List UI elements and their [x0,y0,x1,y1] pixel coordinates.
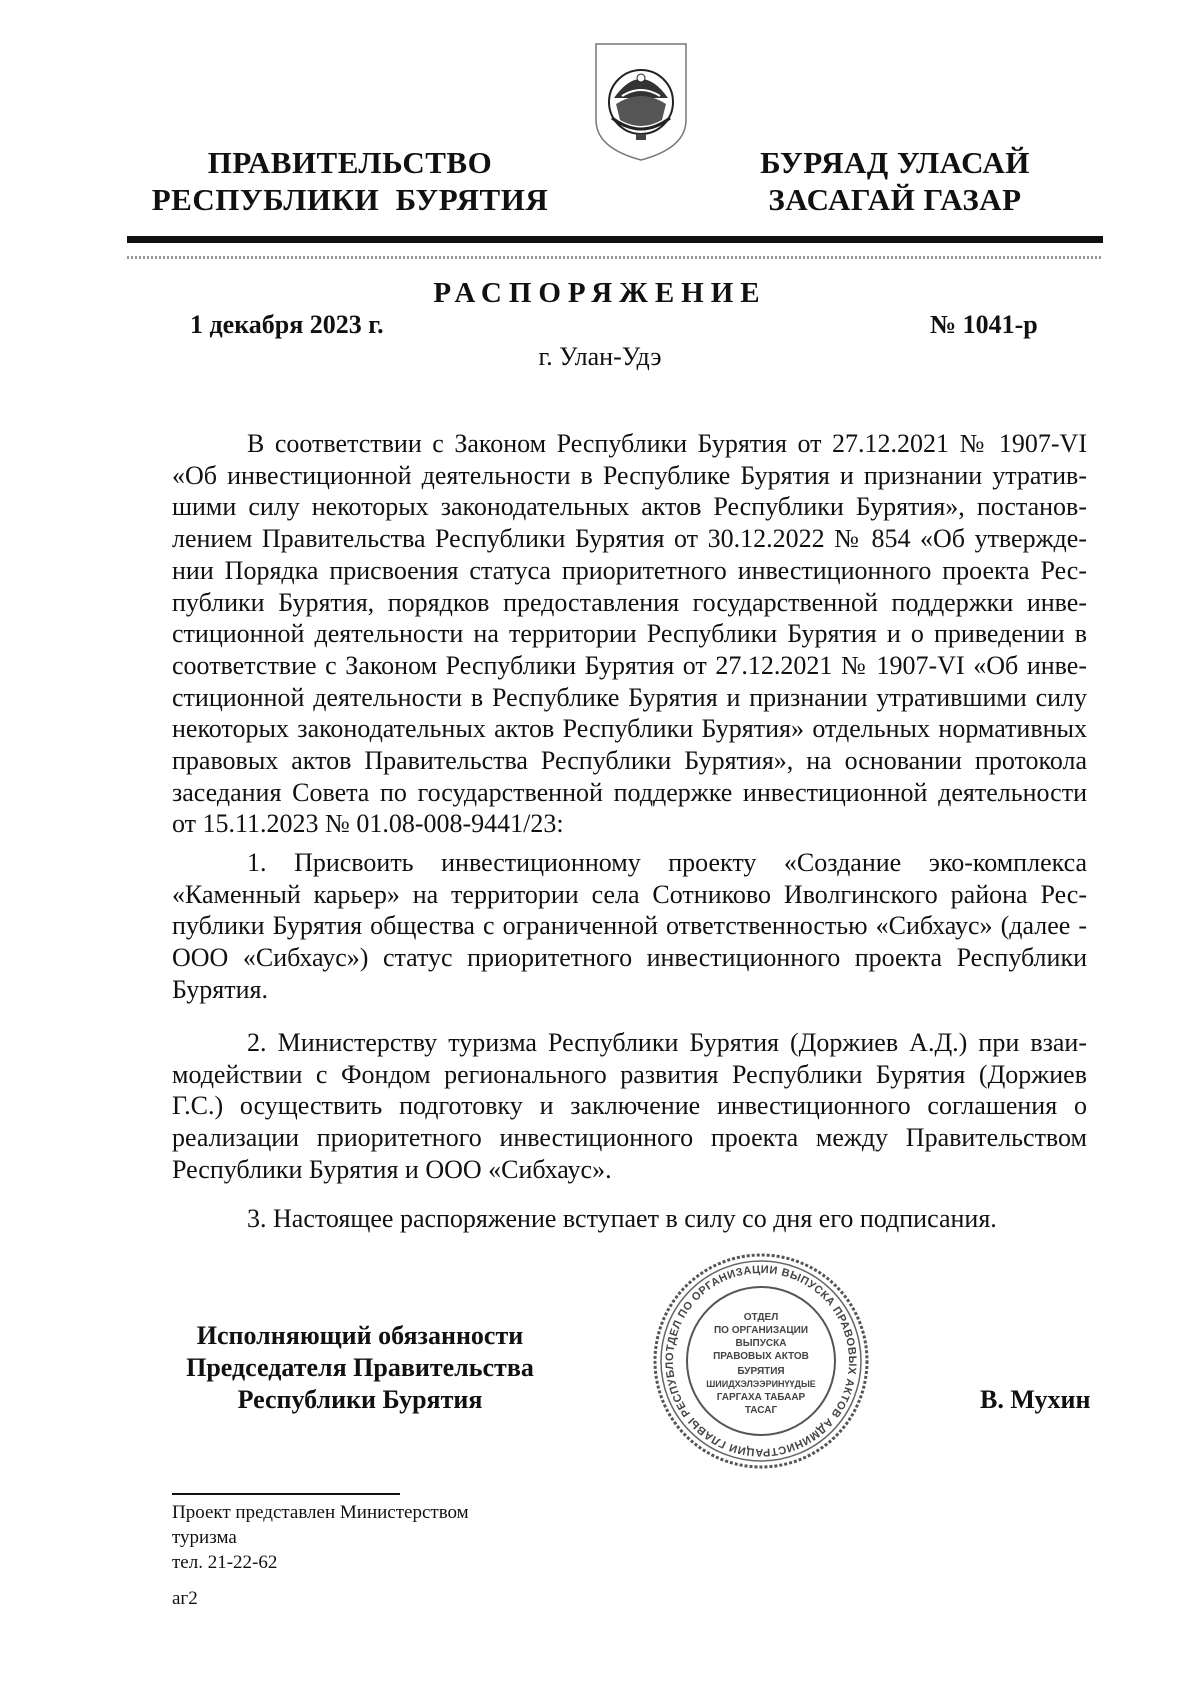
stamp-line-1: ОТДЕЛ [743,1312,779,1323]
stamp-line-8: ТАСАГ [744,1405,778,1416]
signatory-name: В. Мухин [980,1385,1091,1414]
footer-note [172,1500,552,1575]
signatory-title-line3: Республики Бурятия [237,1385,483,1414]
official-stamp [650,1250,872,1472]
stamp-line-2: ПО ОРГАНИЗАЦИИ [713,1325,809,1336]
body-paragraph-item-1: 1. Присвоить инвестиционному проекту «Создание эко-комплекса «Каменный карьер» на территории села Сотниково Иволгинского района Республики Бурятия общества с ограниченной ответственностью «Сибхаус» (далее - ООО «Сибхаус») статус приоритетного инвестиционного проекта Республики Бурятия. [172,848,1087,1004]
header-left [150,144,550,218]
body-paragraph-preamble: В соответствии с Законом Республики Бурятия от 27.12.2021 № 1907-VI «Об инвестиционной деятельности в Республике Бурятия и признании утратившими силу некоторых законодательных актов Республики Бурятия», постановлением Правительства Республики Бурятия от 30.12.2022 № 854 «Об утверждении Порядка присвоения статуса приоритетного инвестиционного проекта Республики Бурятия, порядков предоставления государственной поддержки инвестиционной деятельности на территории Республики Бурятия и о приведении в соответствие с Законом Республики Бурятия от 27.12.2021 № 1907-VI «Об инвестиционной деятельности в Республике Бурятия и признании утратившими силу некоторых законодательных актов Республики Бурятия» отдельных нормативных правовых актов Правительства Республики Бурятия», на основании протокола заседания Совета по государственной поддержке инвестиционной деятельности от 15.11.2023 № 01.08-008-9441/23: [172,429,1087,839]
header-right-line2: ЗАСАГАЙ ГАЗАР [768,182,1022,217]
stamp-line-5: БУРЯТИЯ [737,1366,785,1377]
footer-note-line2: туризма [172,1527,237,1548]
signatory-title-line2: Председателя Правительства [186,1353,534,1382]
footer-note-line1: Проект представлен Министерством [172,1502,469,1523]
stamp-line-6: ШИИДХЭЛЭЭРИНҮҮДЫЕ [706,1379,816,1389]
stamp-line-4: ПРАВОВЫХ АКТОВ [713,1351,809,1362]
header-divider-thin [127,256,1103,259]
stamp-line-7: ГАРГАХА ТАБААР [716,1392,806,1403]
header-left-line2: РЕСПУБЛИКИ БУРЯТИЯ [151,182,549,217]
footer-phone: тел. 21-22-62 [172,1552,278,1573]
body-paragraph-item-3: 3. Настоящее распоряжение вступает в силу со дня его подписания. [247,1204,997,1233]
document-city: г. Улан-Удэ [538,342,662,371]
header-divider-thick [127,236,1103,243]
body-paragraph-item-2: 2. Министерству туризма Республики Бурятия (Доржиев А.Д.) при взаимодействии с Фондом регионального развития Республики Бурятия (Доржиев Г.С.) осуществить подготовку и заключение инвестиционного соглашения о реализации приоритетного инвестиционного проекта между Правительством Республики Бурятия и ООО «Сибхаус». [172,1028,1087,1184]
stamp-outer-text: ОТДЕЛ ПО ОРГАНИЗАЦИИ ВЫПУСКА ПРАВОВЫХ АКТОВ АДМИНИСТРАЦИИ ГЛАВЫ РЕСПУБЛ [663,1263,859,1459]
document-number: № 1041-р [930,310,1038,339]
header-left-line1: ПРАВИТЕЛЬСТВО [207,145,493,180]
footer-code: аг2 [172,1588,198,1609]
document-date: 1 декабря 2023 г. [190,310,384,339]
header-right [730,144,1060,218]
document-title: РАСПОРЯЖЕНИЕ [433,277,767,309]
signatory-title [175,1320,545,1416]
coat-of-arms-icon [592,40,690,164]
footer-divider [172,1493,400,1495]
signatory-title-line1: Исполняющий обязанности [196,1321,524,1350]
header-right-line1: БУРЯАД УЛАСАЙ [760,145,1030,180]
stamp-line-3: ВЫПУСКА [735,1338,787,1349]
